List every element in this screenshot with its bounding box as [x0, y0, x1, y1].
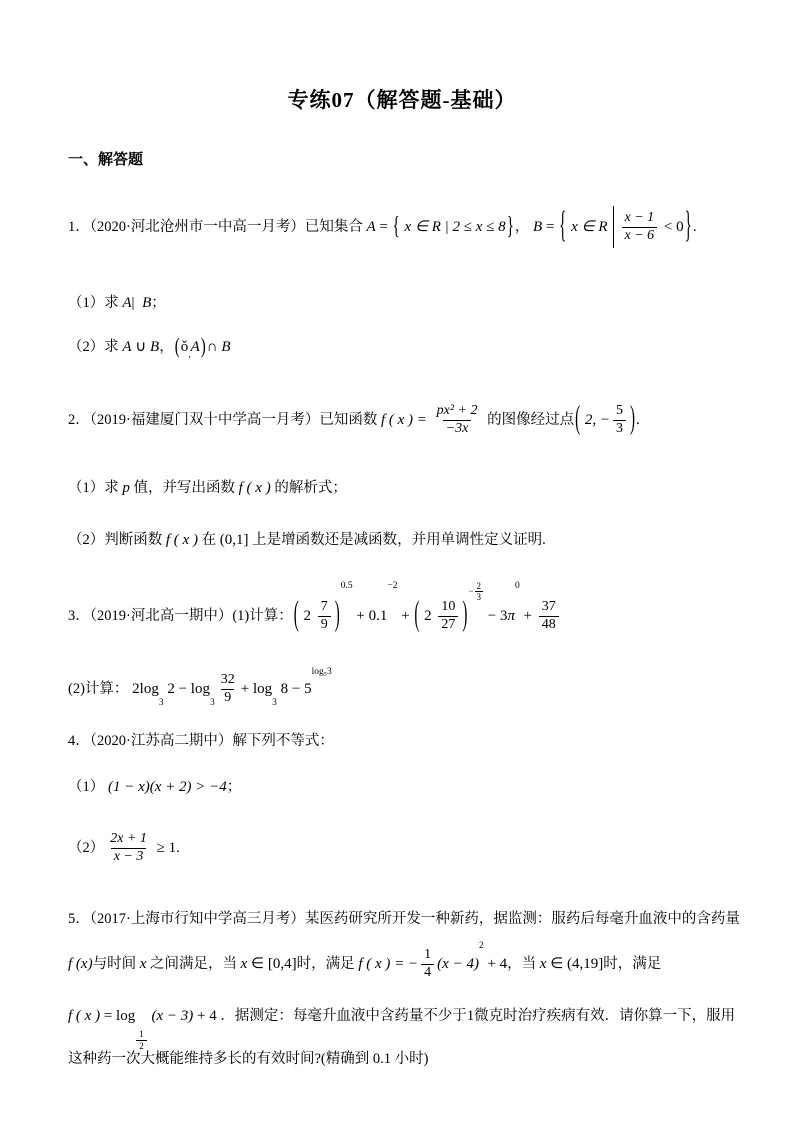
- fraction: [218, 672, 238, 705]
- run-m: (x − 3): [147, 1007, 194, 1024]
- run-m: B: [150, 338, 160, 355]
- run-m: x ∈ R | 2 ≤ x ≤ 8: [400, 218, 506, 235]
- fraction: [539, 599, 559, 632]
- run-m: f (x): [68, 955, 93, 972]
- question-5-line-2: [68, 941, 736, 987]
- run-up: = log: [100, 1007, 136, 1024]
- run-up: .: [636, 411, 640, 428]
- run-up: .: [692, 218, 697, 235]
- run-txt: （1）求: [68, 294, 123, 311]
- run-m: p: [122, 479, 130, 496]
- run-up: + 4: [483, 955, 508, 972]
- run-d: {: [559, 205, 567, 246]
- run-m: B: [533, 218, 543, 235]
- fraction: [622, 210, 658, 243]
- fraction-denominator: 9: [221, 689, 234, 706]
- run-txt: ；: [226, 778, 242, 795]
- run-txt: 之间满足，当: [146, 955, 241, 972]
- run-txt: 5．（2017·上海市行知中学高三月考）某医药研究所开发一种新药，据监测：服药后每毫升血液中的含药量: [68, 910, 740, 927]
- run-up: ∈ [0,4]: [247, 955, 297, 972]
- run-up: ∈ (4,19]: [546, 955, 604, 972]
- fraction: [438, 599, 458, 632]
- run-txt: 4．（2020·江苏高二期中）解下列不等式：: [68, 732, 334, 749]
- run-up: ≥ 1.: [152, 839, 180, 856]
- run-txt: （2）判断函数: [68, 531, 166, 548]
- run-txt: ，: [514, 218, 534, 235]
- question-4-stem: [68, 729, 736, 753]
- exponent-sign: −: [468, 586, 474, 597]
- run-supfrac: [468, 581, 484, 603]
- question-2-stem: [68, 387, 736, 453]
- run-sup: 0.5: [340, 581, 353, 591]
- run-up: =: [542, 218, 559, 235]
- question-3-part-2: [68, 667, 736, 711]
- run-m: f ( x ) =: [380, 411, 431, 428]
- run-txt: ，: [159, 338, 174, 355]
- run-sup: 0: [514, 581, 520, 591]
- run-sub: 3: [209, 697, 215, 708]
- run-d: ): [334, 596, 340, 634]
- fraction-denominator: 2: [136, 1040, 147, 1051]
- run-sup: 2: [478, 941, 484, 951]
- run-subfrac: [135, 1029, 148, 1051]
- fraction: [421, 947, 434, 980]
- run-d: ): [200, 334, 206, 359]
- run-sup: log₅3: [311, 667, 332, 677]
- fraction-numerator: 1: [139, 1029, 144, 1040]
- run-d: ): [630, 401, 635, 437]
- run-sub: 3: [158, 697, 164, 708]
- run-sub: 3: [272, 697, 277, 708]
- fraction-denominator: 3: [476, 592, 481, 603]
- run-bar: [613, 206, 614, 248]
- question-1-part-1: [68, 291, 736, 315]
- run-txt: （2）求: [68, 338, 123, 355]
- fraction-numerator: 1: [424, 947, 432, 963]
- run-txt: （2）: [68, 839, 105, 856]
- run-m: x ∈ R: [567, 218, 608, 235]
- run-m: (x − 4): [437, 955, 479, 972]
- fraction-numerator: px² + 2: [436, 403, 478, 419]
- fraction-denominator: −3x: [443, 420, 472, 437]
- run-txt: 值，并写出函数: [129, 479, 239, 496]
- run-txt: 3．（2019·河北高一期中）(1)计算：: [68, 607, 293, 624]
- page-title: 专练07（解答题-基础）: [287, 88, 517, 112]
- run-txt: (2)计算：: [68, 680, 129, 697]
- run-d: ): [462, 596, 468, 634]
- run-sub: ,: [188, 349, 191, 360]
- run-up: 2log: [128, 680, 159, 697]
- fraction-numerator: 37: [541, 599, 556, 615]
- run-txt: 时，满足: [296, 955, 355, 972]
- fraction-numerator: 2: [476, 581, 481, 591]
- run-m: f ( x ): [238, 479, 271, 496]
- question-2-part-2: [68, 527, 736, 553]
- run-up: 2: [299, 607, 315, 624]
- run-m: x: [240, 955, 248, 972]
- run-txt: ．据测定：每毫升血液中含药量不少于1微克时治疗疾病有效．请你算一下，服用: [216, 1007, 736, 1024]
- fraction-numerator: 32: [220, 672, 235, 688]
- run-d: (: [414, 596, 420, 634]
- run-m: f ( x ): [68, 1007, 101, 1024]
- run-up: (0,1]: [219, 531, 249, 548]
- run-up: ∩: [206, 338, 222, 355]
- run-up: +: [519, 607, 536, 624]
- run-up: ǒ: [180, 338, 189, 355]
- run-txt: 时，满足: [603, 955, 662, 972]
- fraction-numerator: 2x + 1: [110, 831, 147, 847]
- fraction-denominator: 3: [613, 420, 626, 437]
- run-txt: 的图像经过点: [483, 411, 575, 428]
- question-1-stem: [68, 199, 736, 255]
- fraction-denominator: 27: [438, 616, 458, 633]
- run-d: {: [392, 212, 400, 240]
- run-m: 2, −: [581, 411, 610, 428]
- fraction: [475, 581, 484, 603]
- run-d: (: [174, 334, 180, 359]
- question-5-line-1: [68, 907, 740, 931]
- run-up: + 4: [193, 1007, 217, 1024]
- run-txt: （1）求: [68, 479, 123, 496]
- run-txt: 的解析式；: [270, 479, 347, 496]
- fraction: [318, 599, 331, 632]
- fraction: [434, 403, 481, 436]
- run-m: f ( x ): [165, 531, 198, 548]
- fraction-denominator: x − 6: [622, 227, 658, 244]
- question-5-line-4: [68, 1047, 736, 1071]
- run-up: 2: [420, 607, 436, 624]
- run-m: x: [539, 955, 547, 972]
- run-txt: 上是增函数还是减函数，并用单调性定义证明.: [248, 531, 546, 548]
- run-m: π: [507, 607, 515, 624]
- run-txt: 在: [197, 531, 220, 548]
- run-d: }: [684, 205, 692, 246]
- run-d: (: [293, 596, 299, 634]
- run-m: A: [122, 338, 132, 355]
- run-txt: ；: [151, 294, 166, 311]
- fraction-denominator: 48: [539, 616, 559, 633]
- run-up: +: [397, 607, 414, 624]
- run-m: A: [190, 338, 200, 355]
- run-txt: 2．（2019·福建厦门双十中学高一月考）已知函数: [68, 411, 381, 428]
- run-txt: ，当: [507, 955, 540, 972]
- fraction-numerator: 5: [616, 403, 623, 419]
- run-up: |: [131, 294, 143, 311]
- run-sup: −2: [387, 581, 398, 591]
- run-up: + log: [240, 680, 273, 697]
- question-3-part-1: [68, 581, 736, 651]
- run-m: (1 − x)(x + 2) > −4: [104, 778, 227, 795]
- section-heading: 一、解答题: [68, 152, 144, 168]
- run-up: 8 − 5: [276, 680, 312, 697]
- fraction-denominator: 9: [318, 616, 331, 633]
- fraction-denominator: x − 3: [111, 848, 147, 865]
- run-txt: 1．（2020·河北沧州市一中高一月考）已知集合: [68, 218, 367, 235]
- run-m: A: [122, 294, 132, 311]
- fraction-numerator: 7: [320, 599, 328, 615]
- run-d: }: [506, 212, 514, 240]
- run-up: ∪: [131, 338, 151, 355]
- fraction-denominator: 4: [421, 964, 434, 981]
- run-d: (: [575, 401, 581, 437]
- fraction: [613, 403, 626, 436]
- run-m: B: [221, 338, 231, 355]
- run-up: + 0.1: [352, 607, 388, 624]
- run-up: 2 − log: [163, 680, 210, 697]
- run-up: =: [375, 218, 392, 235]
- run-m: A: [366, 218, 376, 235]
- run-up: < 0: [660, 218, 684, 235]
- question-2-part-1: [68, 475, 736, 501]
- question-4-part-2: [68, 823, 736, 873]
- question-5-line-3: [68, 991, 736, 1051]
- run-up: − 3: [484, 607, 508, 624]
- run-txt: （1）: [68, 778, 105, 795]
- run-m: x: [139, 955, 147, 972]
- run-txt: 与时间: [92, 955, 140, 972]
- fraction: [136, 1029, 147, 1051]
- fraction-numerator: 10: [441, 599, 456, 615]
- run-m: B: [142, 294, 152, 311]
- run-m: f ( x ) = −: [354, 955, 419, 972]
- fraction-numerator: x − 1: [624, 210, 655, 226]
- fraction: [107, 831, 150, 864]
- question-1-part-2: [68, 331, 736, 363]
- question-4-part-1: [68, 773, 736, 801]
- run-txt: 这种药一次大概能维持多长的有效时间?(精确到 0.1 小时): [68, 1050, 429, 1067]
